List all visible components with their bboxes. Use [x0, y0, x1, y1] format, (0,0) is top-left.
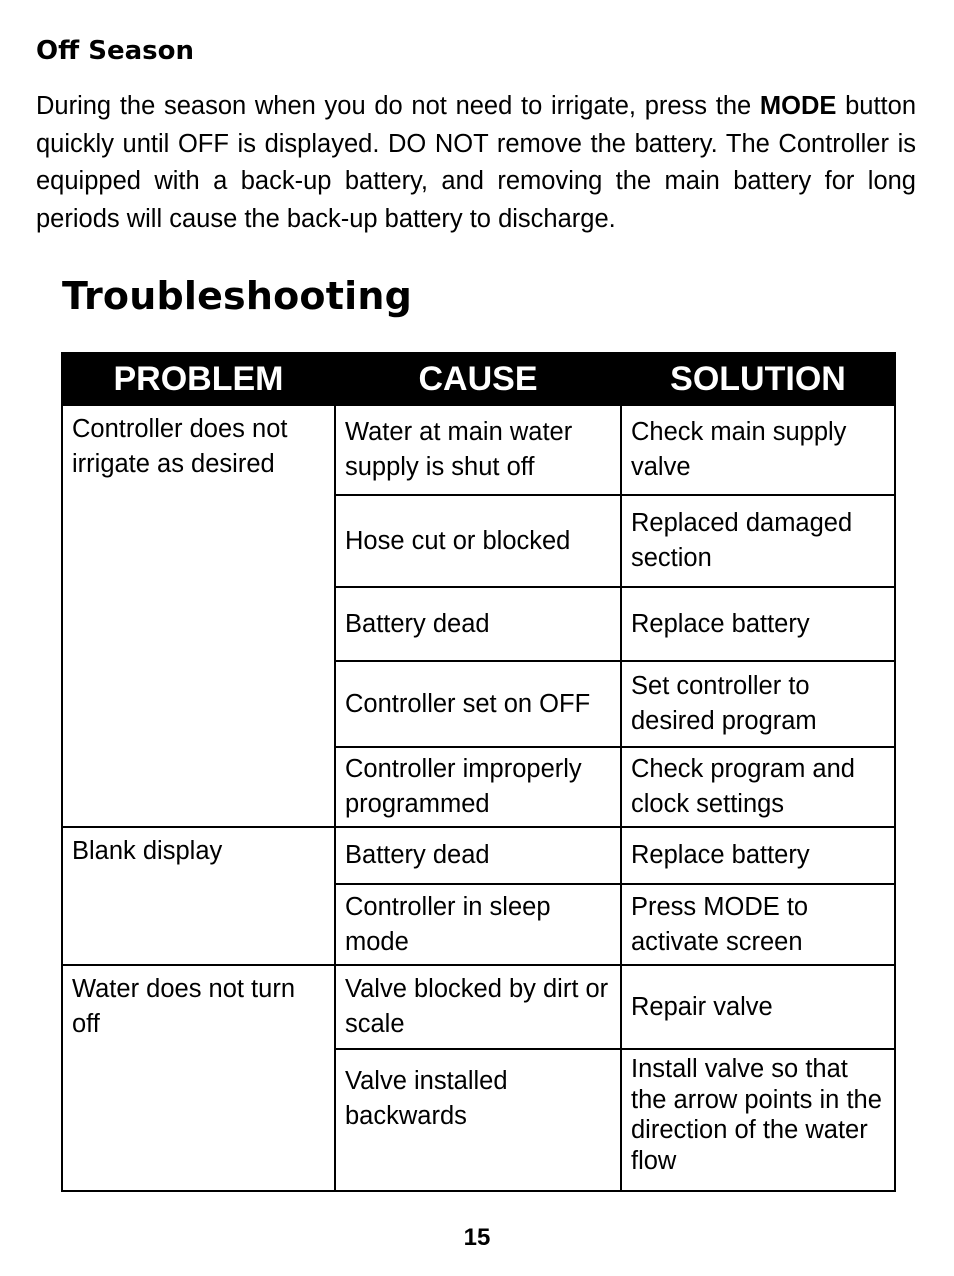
problem-cell: Controller does not irrigate as desired [62, 405, 335, 827]
table-row [62, 965, 895, 1049]
off-season-paragraph [36, 88, 916, 238]
cause-cell: Hose cut or blocked [335, 495, 621, 587]
cause-cell: Battery dead [335, 587, 621, 661]
cause-cell: Controller in sleep mode [335, 884, 621, 965]
cause-cell: Valve installed backwards [335, 1049, 621, 1191]
table-header-row [62, 353, 895, 405]
off-season-heading: Off Season [36, 36, 194, 66]
off-season-text-start: During the season when you do not need to irrigate, press the [36, 92, 760, 120]
solution-cell: Install valve so that the arrow points in the direction of the water flow [621, 1049, 895, 1191]
troubleshooting-title: Troubleshooting [62, 274, 412, 318]
off-season-text-end: button quickly until OFF is displayed. DO NOT remove the battery. The Controller is equipped with a back-up battery, and removing the main battery for long periods will cause the back-up battery to discharge. [36, 92, 917, 233]
cause-cell: Controller improperly programmed [335, 747, 621, 827]
solution-column-header: SOLUTION [621, 353, 895, 405]
cause-cell: Water at main water supply is shut off [335, 405, 621, 495]
table-row [62, 405, 895, 495]
cause-cell: Battery dead [335, 827, 621, 884]
cause-column-header: CAUSE [335, 353, 621, 405]
solution-cell: Check program and clock settings [621, 747, 895, 827]
problem-column-header: PROBLEM [62, 353, 335, 405]
troubleshooting-table [61, 352, 896, 1192]
problem-cell: Water does not turn off [62, 965, 335, 1191]
problem-cell: Blank display [62, 827, 335, 965]
cause-cell: Valve blocked by dirt or scale [335, 965, 621, 1049]
solution-cell: Replace battery [621, 587, 895, 661]
solution-cell: Replaced damaged section [621, 495, 895, 587]
solution-cell: Check main supply valve [621, 405, 895, 495]
cause-cell: Controller set on OFF [335, 661, 621, 747]
solution-cell: Set controller to desired program [621, 661, 895, 747]
page-number: 15 [463, 1224, 491, 1251]
table-row [62, 827, 895, 884]
solution-cell: Repair valve [621, 965, 895, 1049]
solution-cell: Press MODE to activate screen [621, 884, 895, 965]
mode-keyword: MODE [759, 92, 837, 120]
solution-cell: Replace battery [621, 827, 895, 884]
